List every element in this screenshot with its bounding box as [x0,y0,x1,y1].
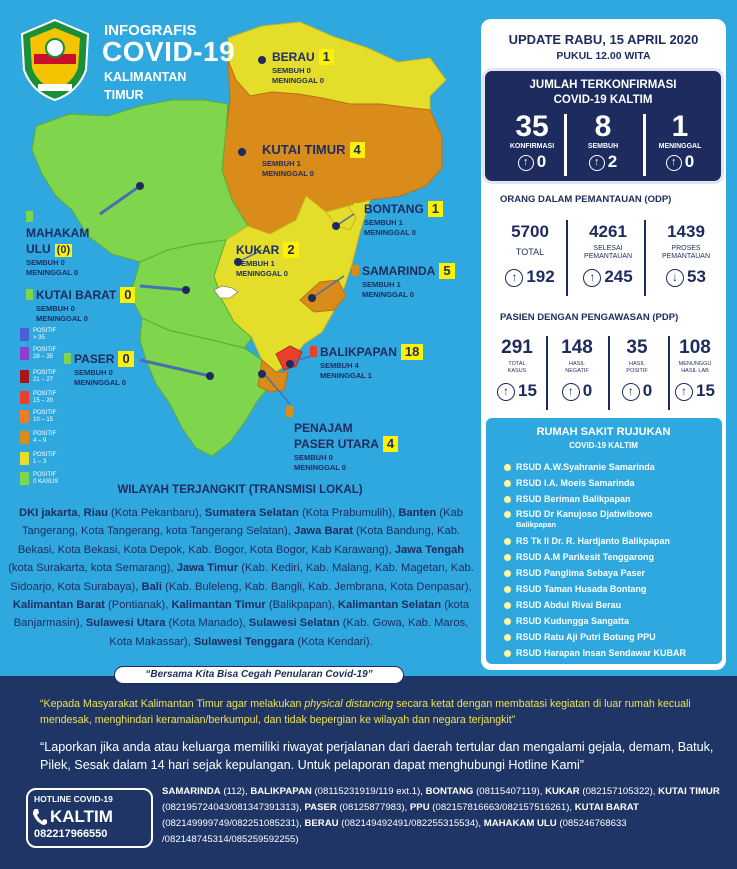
hospital-subtitle: COVID-19 KALTIM [569,441,638,450]
region-count: 18 [401,344,423,360]
region-meninggal: MENINGGAL 0 [236,269,288,278]
region-count: 1 [319,49,334,65]
odp-proses [648,222,724,287]
hospital-item: RSUD Ratu Aji Putri Botung PPU [516,632,656,642]
arrow-up-icon: ↑ [505,269,523,287]
hospital-item: RSUD A.W.Syahranie Samarinda [516,462,655,472]
marker-bontang [332,222,340,230]
odp-total [492,222,568,287]
pdp-delta: ↑ 15 [666,381,724,401]
pdp-delta: ↑ 15 [488,381,546,401]
region-name: KUTAI TIMUR [262,142,346,157]
region-label-bontang [354,200,443,238]
region-sembuh: SEMBUH 0 [74,368,113,377]
region-count: 4 [383,436,398,452]
odp-title: ORANG DALAM PEMANTAUAN (ODP) [500,194,672,205]
pdp-total [488,337,546,401]
region-label-mahakam-ulu [26,208,89,278]
legend-swatch [20,452,29,465]
legend-swatch [20,431,29,444]
hospital-item: RS Tk II Dr. R. Hardjanto Balikpapan [516,536,670,546]
hospital-item: RSUD A.M Parikesit Tenggarong [516,552,654,562]
divider [644,220,646,296]
bullet-icon [504,634,511,641]
marker-ppu [258,370,266,378]
bullet-icon [504,618,511,625]
header-line1: INFOGRAFIS [104,22,197,39]
arrow-up-icon: ↑ [562,383,580,401]
bullet-icon [504,650,511,657]
region-sembuh: SEMBUH 1 [262,159,301,168]
region-label-kutai-barat [26,286,135,324]
region-label-samarinda [352,262,455,300]
region-name: KUTAI BARAT [36,288,117,302]
region-name: BALIKPAPAN [320,345,397,359]
confirmed-label: KONFIRMASI [509,143,555,150]
legend-swatch [20,410,29,423]
confirmed-meninggal [640,112,720,172]
confirmed-num: 8 [594,110,612,143]
bullet-icon [504,464,511,471]
region-meninggal: MENINGGAL 0 [294,463,346,472]
confirmed-konfirmasi [492,112,572,172]
bullet-icon [504,586,511,593]
arrow-up-icon: ↑ [589,155,605,171]
region-meninggal: MENINGGAL 0 [364,228,416,237]
hospital-item: RSUD Panglima Sebaya Paser [516,568,645,578]
arrow-up-icon: ↑ [497,383,515,401]
region-count: 0 [118,351,133,367]
pdp-num: 291 [501,337,533,358]
region-name: MAHAKAM [26,226,90,240]
legend-swatch [20,370,29,383]
confirmed-delta: ↑ 0 [492,152,572,172]
marker-balikpapan [286,360,294,368]
region-sembuh: SEMBUH 4 [320,361,359,370]
header-line4: TIMUR [104,88,144,102]
marker-kutai-timur [238,148,246,156]
region-name: BERAU [272,50,315,64]
update-time: PUKUL 12.00 WITA [556,50,651,62]
report-quote: “Laporkan jika anda atau keluarga memiliki riwayat perjalanan dari daerah tertular dan mengalami gejala, demam, Batuk, Pilek, Sesak dalam 14 hari sejak kepulangan. Untuk pelaporan dapat menghubungi Hotline Kami” [40,740,714,772]
hospital-item: RSUD Dr Kanujoso Djatiwibowo Balikpapan [516,509,653,529]
region-count: 1 [428,201,443,217]
region-name: PENAJAM [294,421,353,435]
odp-num: 5700 [511,222,549,241]
hospital-item: RSUD Abdul Rivai Berau [516,600,621,610]
confirmed-label: MENINGGAL [658,143,702,150]
marker-berau [258,56,266,64]
hotline-region: KALTIM [50,807,113,826]
pdp-label: HASIL NEGATIF [565,361,589,374]
arrow-up-icon: ↑ [583,269,601,287]
hotline-label: HOTLINE COVID-19 [34,794,113,804]
region-sembuh: SEMBUH 1 [362,280,401,289]
legend-swatch [20,391,29,404]
divider [566,220,568,296]
hospital-item: RSUD Beriman Balikpapan [516,494,631,504]
odp-num: 1439 [667,222,705,241]
confirmed-sembuh [563,112,643,172]
contact-list: SAMARINDA (112), BALIKPAPAN (08115231919/119 ext.1), BONTANG (08115407119), KUKAR (082157105322), KUTAI TIMUR (082195724043/081347391313), PASER (08125877983), PPU (082157816663/082157516261), KUTAI BARAT (082149999749/082251085231), BERAU (082149492491/082255315534), MAHAKAM ULU (085246768633 /082148745314/085259592255) [162,786,720,845]
confirmed-title-2: COVID-19 KALTIM [553,94,653,106]
confirmed-delta: ↑ 0 [640,152,720,172]
region-name: KUKAR [236,243,280,257]
marker-mahakam-ulu [136,182,144,190]
hospital-title: RUMAH SAKIT RUJUKAN [536,426,671,438]
bullet-icon [504,511,511,518]
header-title: COVID-19 [102,36,236,67]
region-meninggal: MENINGGAL 0 [36,314,88,323]
region-meninggal: MENINGGAL 0 [272,76,324,85]
confirmed-label: SEMBUH [587,143,619,150]
arrow-up-icon: ↑ [518,155,534,171]
pdp-num: 35 [626,337,648,358]
region-count: (0) [56,244,71,256]
region-count: 5 [439,263,454,279]
confirmed-num: 35 [515,110,549,143]
pdp-num: 108 [679,337,711,358]
slogan: “Bersama Kita Bisa Cegah Penularan Covid-19” [114,666,404,684]
confirmed-title-1: JUMLAH TERKONFIRMASI [529,79,677,91]
odp-num: 4261 [589,222,627,241]
odp-delta: ↓ 53 [648,267,724,287]
bullet-icon [504,480,511,487]
marker-paser [206,372,214,380]
odp-delta: ↑ 245 [570,267,646,287]
odp-label: PROSES PEMANTAUAN [661,245,711,260]
legend-swatch [20,328,29,341]
hospital-item: RSUD Taman Husada Bontang [516,584,646,594]
arrow-up-icon: ↑ [622,383,640,401]
wilayah-list: DKI jakarta, Riau (Kota Pekanbaru), Sumatera Selatan (Kota Prabumulih), Banten (Kab Tangerang, Kota Tangerang, kota Tangerang Selatan), Jawa Barat (Kota Bandung, Kab. Bekasi, Kota Bekasi, Kota Depok, Kab. Bogor, Kota Bogor, Kab Karawang), Jawa Tengah (kota Surakarta, kota Semarang), Jawa Timur (Kab. Kediri, Kab. Malang, Kab. Magetan, Kab. Sidoarjo, Kota Surabaya), Bali (Kab. Buleleng, Kab. Bangli, Kab. Jembrana, Kota Denpasar), Kalimantan Barat (Pontianak), Kalimantan Timur (Balikpapan), Kalimantan Selatan (kota Banjarmasin), Sulawesi Utara (Kota Manado), Sulawesi Selatan (Kab. Gowa, Kab. Maros, Kota Makassar), Sulawesi Tenggara (Kota Kendari). [8,507,474,648]
arrow-up-icon: ↑ [675,383,693,401]
arrow-down-icon: ↓ [666,269,684,287]
region-name-2: PASER UTARA [294,437,379,451]
region-sembuh: SEMBUH 1 [236,259,275,268]
region-label-berau [272,48,334,86]
marker-kutai-barat [182,286,190,294]
region-label-kutai-timur [262,141,365,179]
confirmed-num: 1 [671,110,689,143]
pdp-num: 148 [561,337,593,358]
region-meninggal: MENINGGAL 0 [74,378,126,387]
region-meninggal: MENINGGAL 0 [262,169,314,178]
hotline-number[interactable]: 082217966550 [34,828,108,840]
region-name: PASER [74,352,115,366]
region-meninggal: MENINGGAL 0 [26,268,78,277]
region-name-2: ULU [26,242,51,256]
pdp-label: TOTAL KASUS [507,361,527,374]
region-count: 4 [350,142,365,158]
region-sembuh: SEMBUH 0 [26,258,65,267]
region-label-balikpapan [310,343,423,381]
bullet-icon [504,554,511,561]
region-count: 0 [120,287,135,303]
odp-label: SELESAI PEMANTAUAN [583,245,633,260]
confirmed-title [482,78,724,108]
kaltim-emblem-logo [18,18,92,102]
pdp-delta: ↑ 0 [548,381,606,401]
pdp-label: HASIL POSITIF [626,361,648,374]
odp-label: TOTAL [515,247,545,257]
bullet-icon [504,538,511,545]
region-sembuh: SEMBUH 1 [364,218,403,227]
wilayah-title: WILAYAH TERJANGKIT (TRANSMISI LOKAL) [117,484,363,496]
bullet-icon [504,602,511,609]
pdp-delta: ↑ 0 [608,381,666,401]
region-sembuh: SEMBUH 0 [36,304,75,313]
pdp-title: PASIEN DENGAN PENGAWASAN (PDP) [500,312,679,323]
pdp-label: MENUNGGU HASIL LAB [678,361,712,374]
region-label-kukar [236,241,299,279]
region-meninggal: MENINGGAL 0 [362,290,414,299]
region-sembuh: SEMBUH 0 [272,66,311,75]
region-count: 2 [283,242,298,258]
bullet-icon [504,570,511,577]
odp-delta: ↑ 192 [492,267,568,287]
legend-swatch [20,347,29,360]
arrow-up-icon: ↑ [666,155,682,171]
hospital-item: RSUD Harapan Insan Sendawar KUBAR [516,648,686,658]
region-sembuh: SEMBUH 0 [294,453,333,462]
region-meninggal: MENINGGAL 1 [320,371,372,380]
region-label-ppu [286,403,398,473]
hospital-item: RSUD Kudungga Sangatta [516,616,629,626]
header-line3: KALIMANTAN [104,70,187,84]
bullet-icon [504,496,511,503]
phone-icon [32,808,48,826]
confirmed-delta: ↑ 2 [563,152,643,172]
region-name: SAMARINDA [362,264,436,278]
hospital-item: RSUD I.A. Moeis Samarinda [516,478,635,488]
update-date: UPDATE RABU, 15 APRIL 2020 [508,32,699,47]
region-label-paser [64,350,134,388]
pdp-menunggu [666,337,724,401]
appeal-quote: “Kepada Masyarakat Kalimantan Timur agar melakukan physical distancing secara ketat dengan membatasi kegiatan di luar rumah kecuali mendesak, menghindari keramaian/berkumpul, dan tidak bepergian ke wilayah dan negara terjangkit” [40,698,691,726]
pdp-positif [608,337,666,401]
pdp-negatif [548,337,606,401]
odp-selesai [570,222,646,287]
marker-samarinda [308,294,316,302]
region-name: BONTANG [364,202,424,216]
